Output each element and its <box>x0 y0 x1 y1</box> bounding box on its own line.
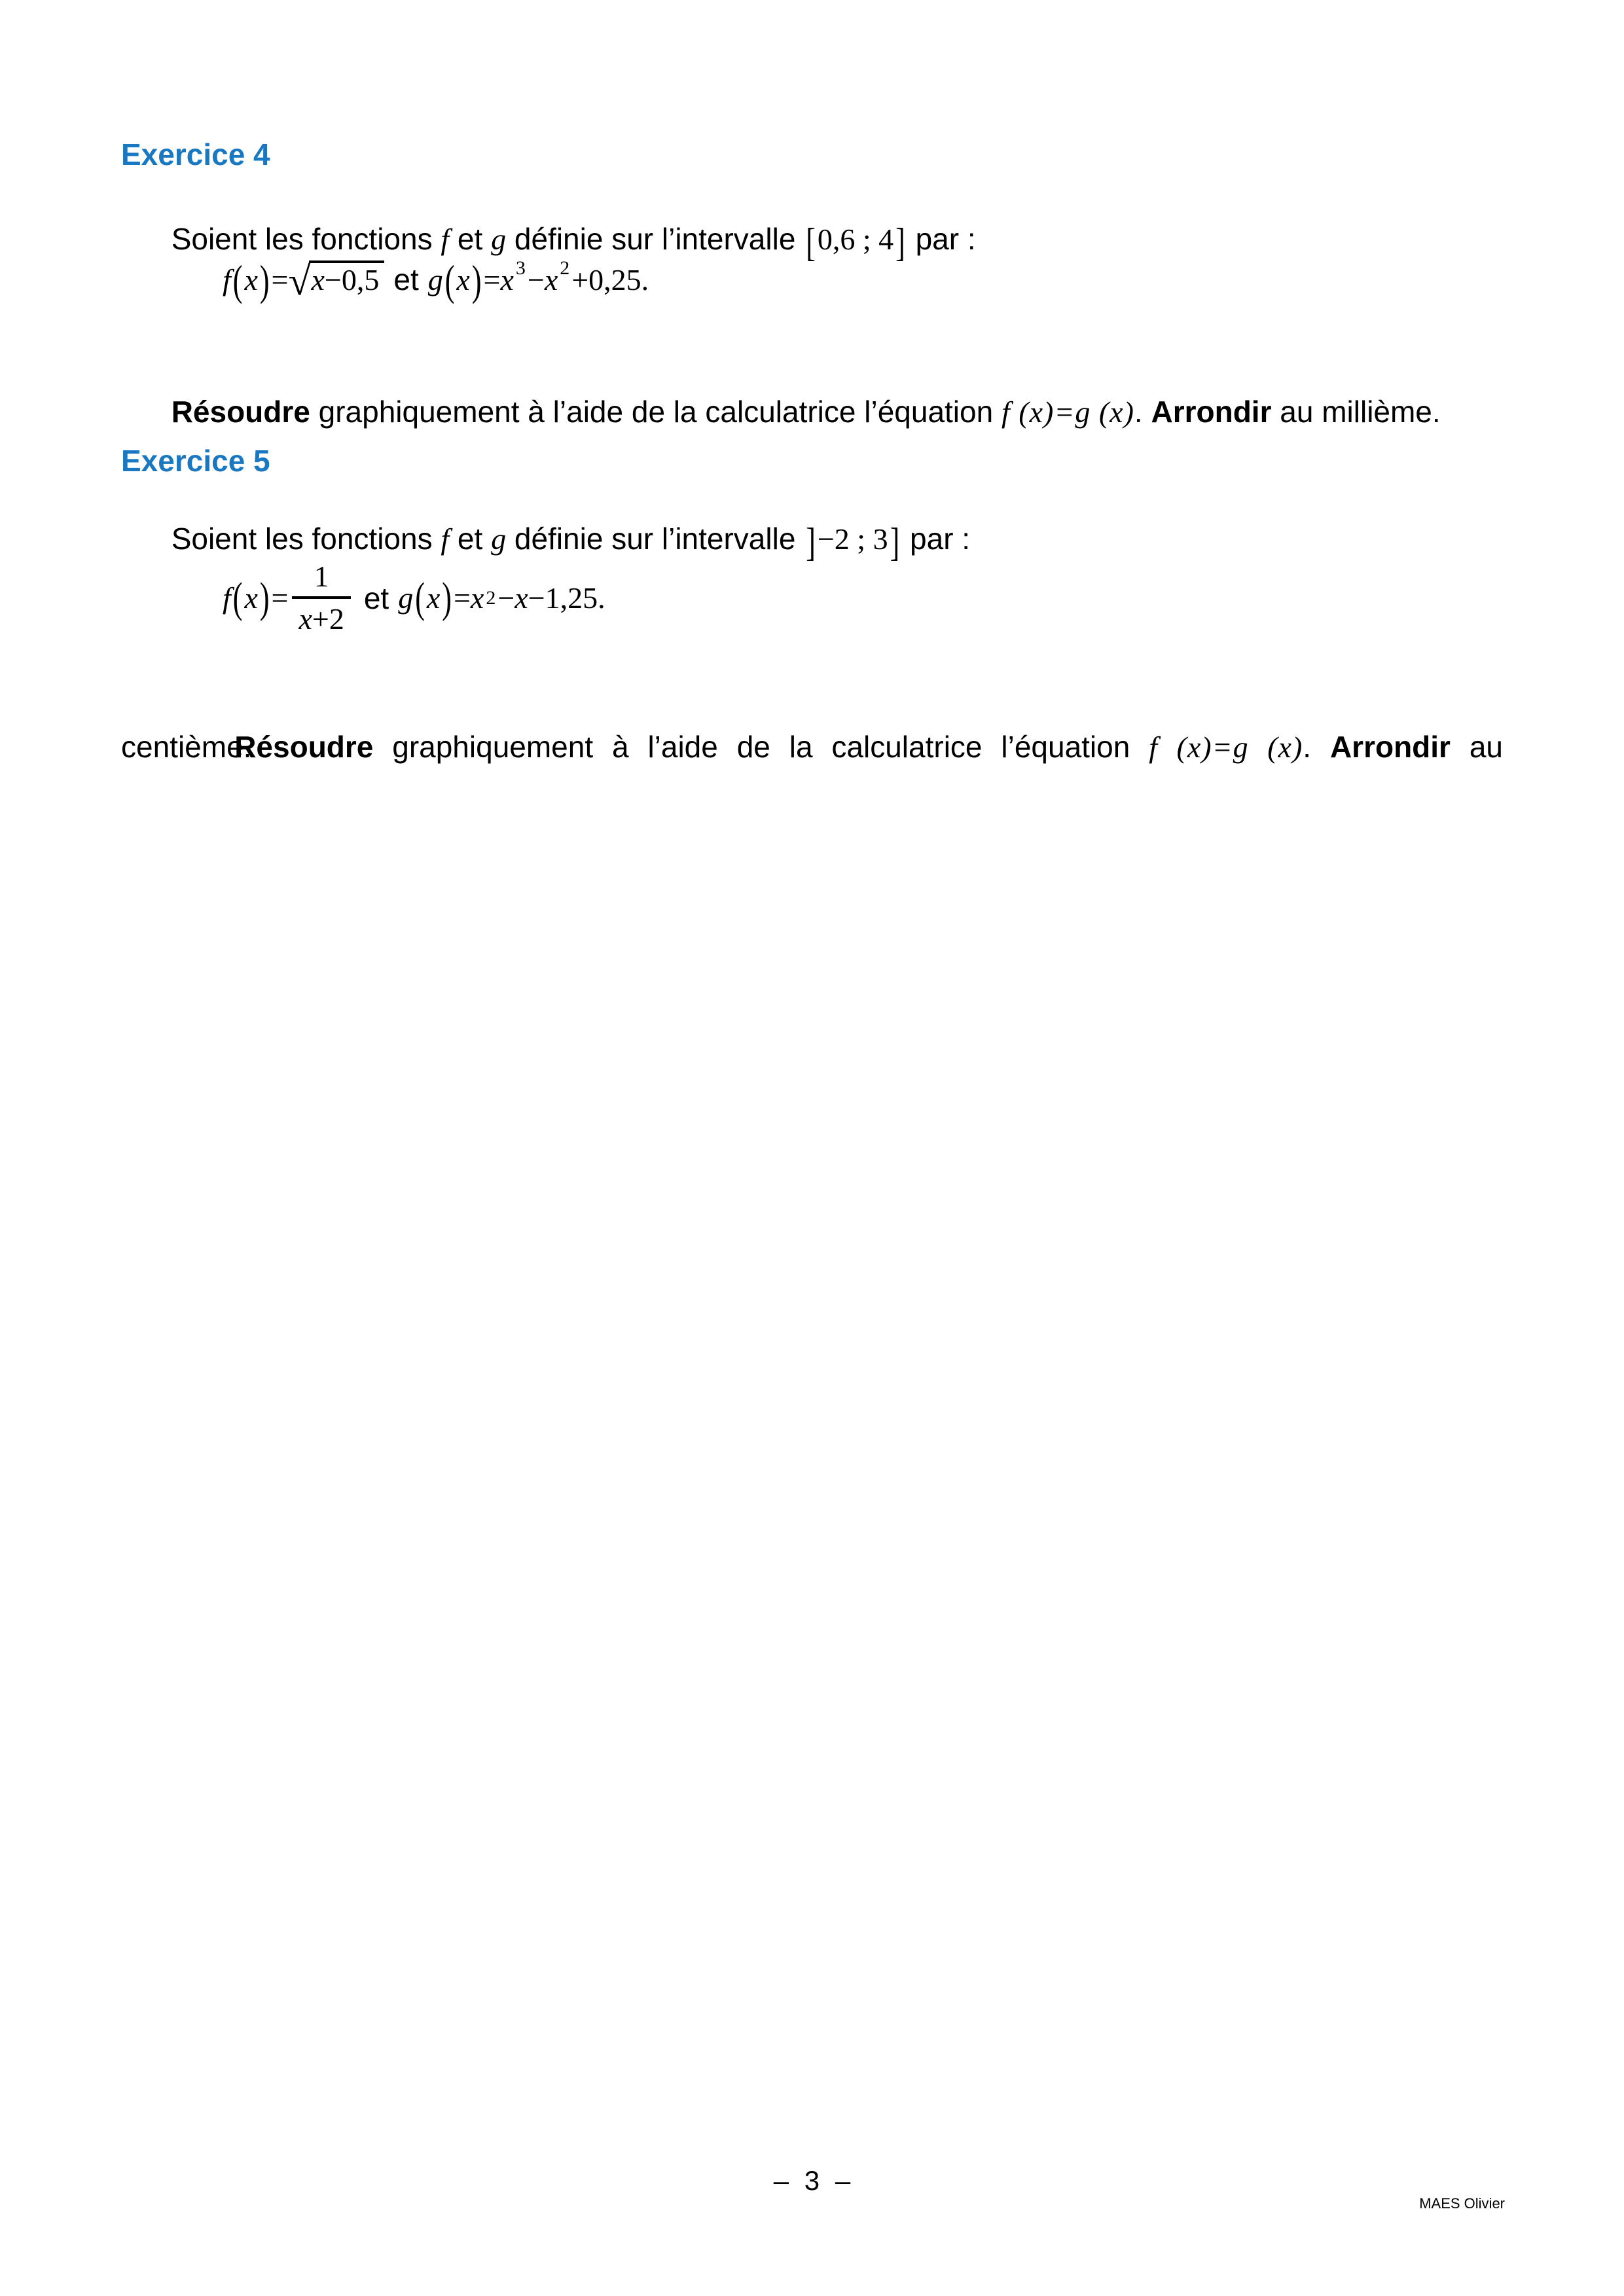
exercise-5-title: Exercice 5 <box>121 444 270 478</box>
right-paren: ) <box>259 573 270 622</box>
instruction-text: au millième. <box>1271 395 1441 429</box>
left-paren: ( <box>415 573 425 622</box>
footer-author: MAES Olivier <box>1419 2195 1505 2212</box>
right-paren: ) <box>259 256 270 305</box>
left-paren: ( <box>444 256 455 305</box>
math-var-x: x <box>470 581 484 615</box>
radicand <box>309 260 385 295</box>
exercise-4-title: Exercice 4 <box>121 137 270 171</box>
equals-sign: = <box>271 581 289 615</box>
math-var-x: x <box>244 263 258 296</box>
footer-page-number: – 3 – <box>773 2165 851 2196</box>
interval-open-bracket: ] <box>806 520 816 565</box>
intro-text: Soient les fonctions <box>171 522 441 556</box>
formula-constant: +0,25. <box>571 263 649 296</box>
radicand-constant: −0,5 <box>324 263 380 296</box>
interval-bounds: −2 ; 3 <box>817 522 888 556</box>
intro-text: définie sur l’intervalle <box>506 522 804 556</box>
et-connector: et <box>363 581 389 615</box>
interval-open-bracket: [ <box>806 220 816 265</box>
instruction-text: au <box>1450 730 1503 764</box>
inline-equation: f (x)=g (x) <box>1001 395 1134 429</box>
instruction-bold: Résoudre <box>171 395 310 429</box>
denominator-constant: +2 <box>312 601 344 636</box>
minus-sign: − <box>497 581 515 615</box>
math-var-x: x <box>298 601 312 636</box>
equals-sign: = <box>453 581 471 615</box>
intro-text: par : <box>907 222 976 256</box>
instruction-bold: Arrondir <box>1329 730 1451 764</box>
radical-icon: √ <box>288 259 311 304</box>
instruction-bold: Résoudre <box>234 730 374 764</box>
left-paren: ( <box>232 256 243 305</box>
math-var-x: x <box>514 581 528 615</box>
exponent-2: 2 <box>560 257 570 279</box>
intro-text: Soient les fonctions <box>171 222 441 256</box>
exponent-2: 2 <box>486 586 496 609</box>
intro-text: définie sur l’intervalle <box>506 222 804 256</box>
math-var-g: g <box>398 581 414 615</box>
formula-constant: −1,25. <box>528 581 605 615</box>
interval-close-bracket: ] <box>890 520 900 565</box>
right-paren: ) <box>442 573 452 622</box>
minus-sign: − <box>527 263 545 296</box>
math-var-f: f <box>441 522 450 556</box>
math-var-f: f <box>223 581 231 615</box>
math-var-x: x <box>456 263 470 296</box>
exponent-3: 3 <box>515 257 526 279</box>
square-root <box>288 259 384 304</box>
right-paren: ) <box>471 256 482 305</box>
fraction-denominator <box>292 596 350 636</box>
math-var-x: x <box>426 581 441 615</box>
instruction-text: . <box>1134 395 1151 429</box>
math-var-x: x <box>500 263 514 296</box>
intro-text: et <box>449 222 492 256</box>
fraction <box>292 560 350 636</box>
exercise-5-instruction-line2: centième. <box>121 730 252 764</box>
math-var-x: x <box>544 263 558 296</box>
intro-text: et <box>449 522 492 556</box>
math-var-g: g <box>427 263 443 296</box>
left-paren: ( <box>232 573 243 622</box>
math-var-f: f <box>223 263 231 296</box>
math-var-g: g <box>491 522 507 556</box>
interval-bounds: 0,6 ; 4 <box>817 223 894 256</box>
instruction-text: . <box>1303 730 1330 764</box>
interval-close-bracket: ] <box>895 220 905 265</box>
instruction-bold: Arrondir <box>1151 395 1272 429</box>
equals-sign: = <box>271 263 289 296</box>
exercise-4-formula <box>223 256 1503 305</box>
math-var-x: x <box>244 581 258 615</box>
math-var-g: g <box>491 223 507 256</box>
math-var-x: x <box>311 263 325 296</box>
exercise-5-formula <box>223 560 1503 636</box>
et-connector: et <box>393 262 419 296</box>
instruction-text: graphiquement à l’aide de la calculatrice l’équation <box>373 730 1149 764</box>
math-var-f: f <box>441 223 450 256</box>
instruction-text: graphiquement à l’aide de la calculatrice l’équation <box>310 395 1001 429</box>
fraction-numerator: 1 <box>314 560 329 593</box>
intro-text: par : <box>901 522 971 556</box>
equals-sign: = <box>483 263 501 296</box>
inline-equation: f (x)=g (x) <box>1149 730 1303 764</box>
